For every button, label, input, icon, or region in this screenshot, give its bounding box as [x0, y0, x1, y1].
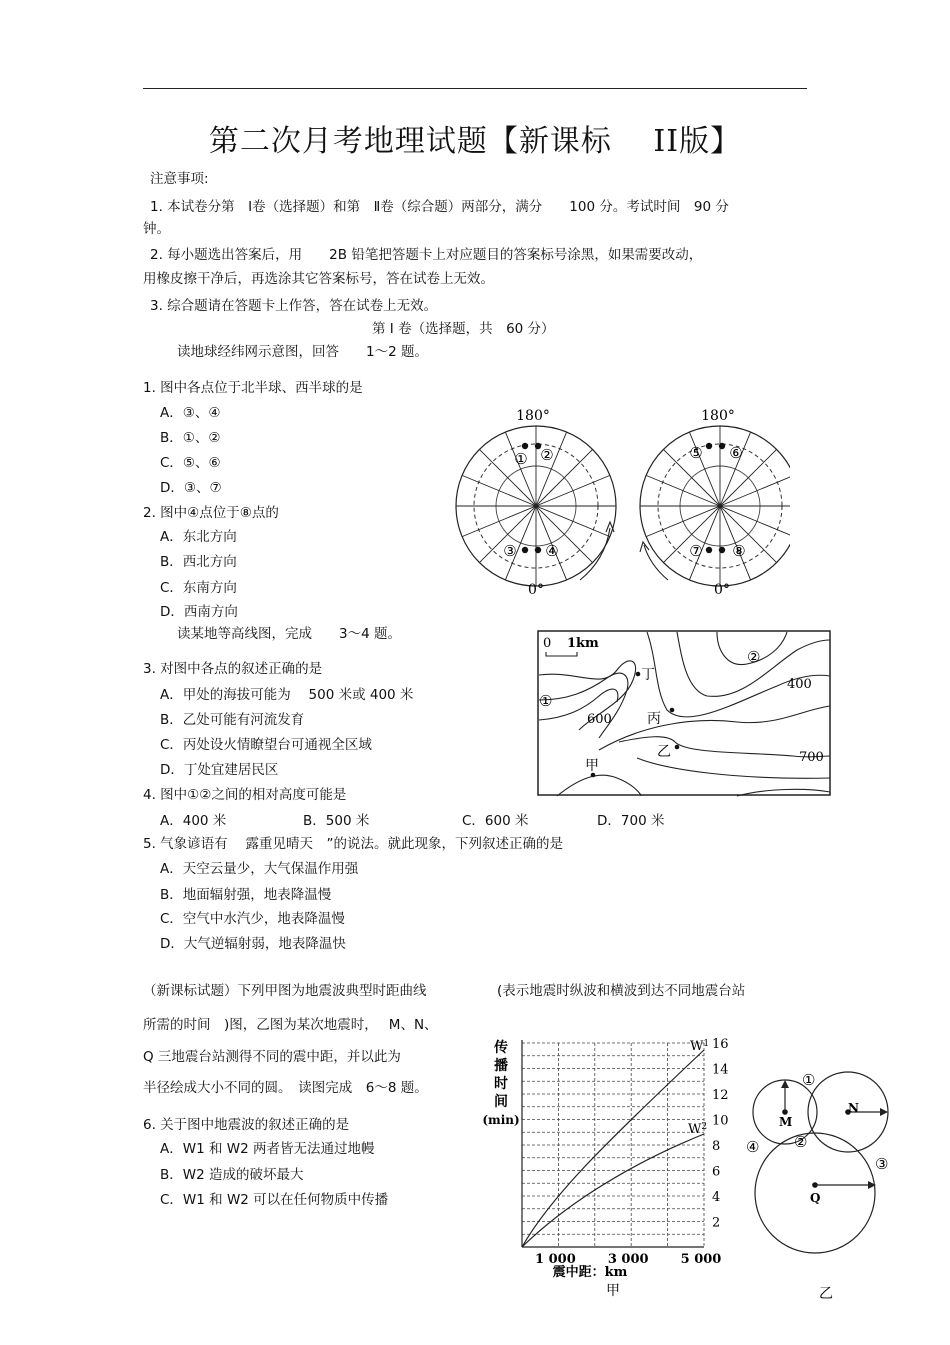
q4-option-b[interactable]: B．500 米	[303, 813, 370, 829]
y-tick-label: 4	[712, 1190, 721, 1205]
ylabel-char: 时	[494, 1076, 508, 1092]
page-title: 第二次月考地理试题【新课标 II版】	[208, 124, 742, 159]
y-tick-label: 12	[712, 1088, 729, 1103]
notice-item-1: 1. 本试卷分第 Ⅰ卷（选择题）和第 Ⅱ卷（综合题）两部分，满分 100 分。考试时间 90 分	[150, 199, 729, 215]
q1-option-b[interactable]: B．①、②	[160, 430, 221, 446]
q1-option-d[interactable]: D．③、⑦	[160, 480, 222, 496]
notice-item-2: 2. 每小题选出答案后，用 2B 铅笔把答题卡上对应题目的答案标号涂黑，如果需要改动，	[150, 247, 703, 263]
q5-option-d[interactable]: D．大气逆辐射弱，地表降温快	[160, 936, 346, 952]
q6-option-a[interactable]: A．W1 和 W2 两者皆无法通过地幔	[160, 1141, 375, 1157]
q5-option-a[interactable]: A．天空云量少，大气保温作用强	[160, 861, 359, 877]
contour-jia: 甲	[585, 758, 599, 774]
q3-option-a[interactable]: A．甲处的海拔可能为 500 米或 400 米	[160, 687, 414, 703]
circles-figure	[740, 1060, 910, 1310]
y-tick-label: 8	[712, 1139, 721, 1154]
q1-stem: 1. 图中各点位于北半球、西半球的是	[143, 380, 363, 396]
contour-400: 400	[787, 677, 812, 692]
y-tick-label: 10	[712, 1113, 729, 1129]
contour-600: 600	[587, 712, 612, 727]
intro-6-8-line1b: (表示地震时纵波和横波到达不同地震台站	[497, 983, 746, 999]
globe-right-top-label: 180°	[701, 408, 735, 424]
station-n: N	[848, 1101, 859, 1115]
circle-label-2: ②	[794, 1133, 808, 1151]
point-6: ⑥	[729, 444, 743, 462]
q5-option-c[interactable]: C．空气中水汽少，地表降温慢	[160, 911, 345, 927]
q6-option-b[interactable]: B．W2 造成的破坏最大	[160, 1167, 304, 1183]
station-m: M	[779, 1115, 793, 1129]
globe-left-top-label: 180°	[516, 408, 550, 424]
q2-option-b[interactable]: B．西北方向	[160, 554, 237, 570]
intro-6-8-line1a: （新课标试题）下列甲图为地震波典型时距曲线	[143, 983, 427, 999]
q4-option-a[interactable]: A．400 米	[160, 813, 227, 829]
q2-option-d[interactable]: D．西南方向	[160, 604, 238, 620]
globe-figure	[440, 400, 790, 600]
point-2: ②	[540, 446, 554, 464]
q6-stem: 6. 关于图中地震波的叙述正确的是	[143, 1117, 350, 1133]
point-1: ①	[514, 450, 528, 468]
arrow-up-icon	[781, 1080, 789, 1088]
q3-option-c[interactable]: C．丙处设火情瞭望台可通视全区域	[160, 737, 372, 753]
ylabel-unit: (min)	[482, 1113, 520, 1127]
circle-label-3: ③	[875, 1155, 889, 1173]
q2-option-c[interactable]: C．东南方向	[160, 580, 237, 596]
w2-label: $W^2$	[688, 1122, 708, 1137]
xlabel: 震中距：km	[552, 1265, 628, 1280]
q4-stem: 4. 图中①②之间的相对高度可能是	[143, 787, 347, 803]
scale-zero: 0	[543, 636, 552, 651]
point-8: ⑧	[732, 542, 746, 560]
globe-right-bottom-label: 0°	[714, 582, 730, 598]
x-tick-label: 1 000	[535, 1252, 576, 1267]
q2-option-a[interactable]: A．东北方向	[160, 529, 237, 545]
contour-point-2: ②	[747, 648, 761, 666]
q3-option-b[interactable]: B．乙处可能有河流发育	[160, 712, 305, 728]
y-tick-label: 16	[712, 1037, 729, 1052]
meridian-line	[720, 506, 777, 563]
q2-stem: 2. 图中④点位于⑧点的	[143, 505, 279, 521]
ylabel-char: 播	[494, 1058, 508, 1074]
station-q: Q	[810, 1191, 821, 1205]
contour-map	[537, 630, 832, 798]
notice-heading: 注意事项:	[150, 171, 209, 187]
x-tick-label: 5 000	[680, 1252, 722, 1267]
contour-700: 700	[799, 750, 824, 765]
caption-yi: 乙	[819, 1286, 833, 1302]
q4-option-c[interactable]: C．600 米	[462, 813, 529, 829]
q1-option-c[interactable]: C．⑤、⑥	[160, 455, 221, 471]
contour-yi: 乙	[657, 744, 671, 760]
intro-6-8-line2: 所需的时间 )图，乙图为某次地震时， M、N、	[143, 1017, 438, 1033]
scale-label: 1km	[567, 636, 599, 651]
header-rule	[143, 88, 807, 89]
q5-option-b[interactable]: B．地面辐射强，地表降温慢	[160, 887, 332, 903]
wave-curve-w1	[522, 1050, 704, 1247]
circle-label-1: ①	[802, 1071, 816, 1089]
q3-option-d[interactable]: D．丁处宜建居民区	[160, 762, 279, 778]
caption-jia: 甲	[606, 1283, 620, 1299]
contour-bing: 丙	[647, 711, 661, 727]
point-4: ④	[545, 542, 559, 560]
point-7: ⑦	[689, 542, 703, 560]
y-tick-label: 2	[712, 1215, 721, 1231]
point-3: ③	[503, 542, 517, 560]
circle-label-4: ④	[746, 1138, 760, 1156]
wave-chart-ylabel	[482, 1039, 519, 1127]
q3-stem: 3. 对图中各点的叙述正确的是	[143, 661, 323, 677]
arrow-right-icon	[880, 1108, 888, 1116]
ylabel-char: 传	[494, 1040, 508, 1056]
intro-3-4: 读某地等高线图，完成 3～4 题。	[177, 626, 401, 642]
notice-item-3: 3. 综合题请在答题卡上作答，答在试卷上无效。	[150, 298, 438, 314]
wave-curve-w2	[522, 1134, 704, 1247]
q5-stem: 5. 气象谚语有 露重见晴天 ”的说法。就此现象，下列叙述正确的是	[143, 836, 563, 852]
point-5: ⑤	[689, 444, 703, 462]
y-tick-label: 6	[712, 1164, 721, 1180]
notice-item-2-cont: 用橡皮擦干净后，再选涂其它答案标号，答在试卷上无效。	[143, 271, 494, 287]
globe-left	[456, 408, 616, 598]
wave-chart	[480, 1030, 750, 1305]
section-title: 第 I 卷（选择题，共 60 分）	[372, 321, 555, 337]
intro-1-2: 读地球经纬网示意图，回答 1～2 题。	[177, 344, 428, 360]
contour-ding: 丁	[641, 667, 655, 683]
q6-option-c[interactable]: C．W1 和 W2 可以在任何物质中传播	[160, 1192, 389, 1208]
ylabel-char: 间	[494, 1094, 508, 1110]
intro-6-8-line4: 半径绘成大小不同的圆。 读图完成 6～8 题。	[143, 1080, 428, 1096]
intro-6-8-line3: Q 三地震台站测得不同的震中距，并以此为	[143, 1049, 401, 1065]
contour-point-1: ①	[539, 692, 553, 710]
y-tick-label: 14	[712, 1062, 729, 1078]
q1-option-a[interactable]: A．③、④	[160, 405, 221, 421]
notice-item-1-cont: 钟。	[143, 221, 170, 237]
q4-option-d[interactable]: D．700 米	[597, 813, 665, 829]
globe-right	[640, 408, 790, 598]
x-tick-label: 3 000	[607, 1252, 649, 1267]
globe-left-bottom-label: 0°	[528, 582, 544, 598]
w1-label: $W^1$	[690, 1039, 710, 1054]
